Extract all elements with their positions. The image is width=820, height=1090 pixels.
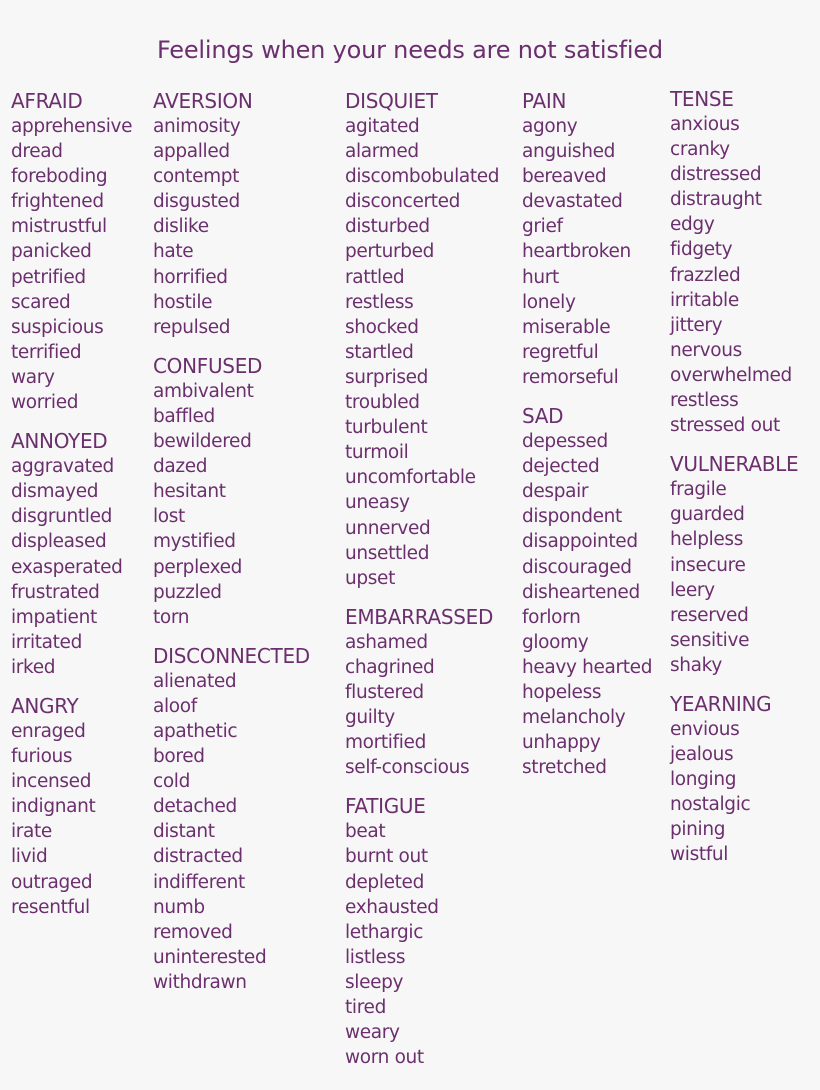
feeling-word: perturbed xyxy=(345,241,435,263)
feeling-word: tired xyxy=(345,997,386,1018)
feeling-word: frazzled xyxy=(670,264,741,286)
feeling-word: suspicious xyxy=(11,316,104,338)
feeling-word: wary xyxy=(11,366,55,388)
feeling-group xyxy=(153,353,310,630)
feeling-word: anxious xyxy=(670,114,740,135)
feeling-category-heading: ANGRY xyxy=(11,693,79,718)
feeling-word: frustrated xyxy=(11,581,100,603)
feeling-word: troubled xyxy=(345,392,420,414)
column-1 xyxy=(11,88,132,933)
feeling-group xyxy=(522,403,652,780)
feeling-word: restless xyxy=(670,390,739,412)
feeling-word: rattled xyxy=(345,266,405,288)
feeling-word: pining xyxy=(670,819,726,841)
feeling-word: irritated xyxy=(11,631,82,653)
feeling-word: furious xyxy=(11,746,73,768)
feeling-word: outraged xyxy=(11,871,93,893)
feeling-word: mystified xyxy=(153,531,236,553)
feeling-word: depleted xyxy=(345,871,424,893)
feeling-word: indignant xyxy=(11,796,96,818)
feeling-word: alarmed xyxy=(345,141,419,163)
page-title: Feelings when your needs are not satisfied xyxy=(157,36,663,64)
feeling-word: restless xyxy=(345,291,414,313)
feeling-word: exasperated xyxy=(11,556,123,578)
feeling-word: forlorn xyxy=(522,606,581,628)
feeling-word: aloof xyxy=(153,695,197,717)
feeling-word: chagrined xyxy=(345,656,435,678)
feeling-category-heading: DISQUIET xyxy=(345,89,438,113)
feeling-word: lethargic xyxy=(345,921,424,943)
feeling-group xyxy=(670,86,798,438)
feeling-word: miserable xyxy=(522,316,611,338)
feeling-word: uneasy xyxy=(345,492,410,514)
feeling-word: nostalgic xyxy=(670,794,751,816)
feeling-word: contempt xyxy=(153,166,240,188)
feeling-word: impatient xyxy=(11,606,97,628)
feeling-word: heartbroken xyxy=(522,241,631,263)
feeling-word: unsettled xyxy=(345,542,430,564)
feeling-word: sensitive xyxy=(670,629,750,651)
feeling-word: exhausted xyxy=(345,896,439,918)
feeling-word: shocked xyxy=(345,316,419,338)
feeling-word: distraught xyxy=(670,189,762,211)
feeling-word: bewildered xyxy=(153,431,252,453)
feeling-word: edgy xyxy=(670,214,715,236)
feeling-word: fragile xyxy=(670,479,727,501)
feeling-word: distressed xyxy=(670,164,762,186)
feeling-word: jealous xyxy=(670,744,734,766)
feeling-word: anguished xyxy=(522,141,616,163)
feeling-category-heading: YEARNING xyxy=(670,691,772,716)
feeling-word: enraged xyxy=(11,720,86,742)
column-5 xyxy=(670,86,798,881)
feeling-word: worn out xyxy=(345,1047,424,1069)
feeling-category-heading: SAD xyxy=(522,404,564,429)
feeling-word: detached xyxy=(153,796,237,818)
feeling-word: uninterested xyxy=(153,946,267,968)
feeling-category-heading: DISCONNECTED xyxy=(153,643,310,668)
feeling-word: lost xyxy=(153,506,185,528)
feeling-word: worried xyxy=(11,392,79,414)
feeling-word: regretful xyxy=(522,341,599,363)
feeling-word: grief xyxy=(522,216,563,238)
feeling-word: dejected xyxy=(522,456,600,478)
column-3 xyxy=(345,88,499,1083)
feeling-word: cold xyxy=(153,771,190,793)
feeling-word: irritable xyxy=(670,289,739,311)
feeling-word: unhappy xyxy=(522,732,601,754)
feeling-word: heavy hearted xyxy=(522,656,653,678)
feeling-word: guilty xyxy=(345,707,395,729)
feeling-word: gloomy xyxy=(522,631,589,653)
feeling-word: guarded xyxy=(670,504,745,526)
feeling-word: discouraged xyxy=(522,556,632,578)
feeling-word: nervous xyxy=(670,339,742,361)
feeling-word: devastated xyxy=(522,191,623,213)
feeling-word: disconcerted xyxy=(345,191,461,213)
feeling-word: puzzled xyxy=(153,581,222,603)
feeling-word: reserved xyxy=(670,604,749,626)
feeling-group xyxy=(345,604,499,781)
feeling-word: cranky xyxy=(670,139,730,161)
feeling-word: disturbed xyxy=(345,216,430,238)
feeling-group xyxy=(345,88,499,591)
feeling-word: helpless xyxy=(670,529,743,551)
feeling-word: depessed xyxy=(522,431,608,453)
feeling-word: stressed out xyxy=(670,415,780,437)
feeling-word: agitated xyxy=(345,116,420,137)
feeling-word: appalled xyxy=(153,141,230,163)
feeling-group xyxy=(670,451,798,678)
feeling-word: remorseful xyxy=(522,366,619,388)
feeling-word: foreboding xyxy=(11,166,108,188)
feeling-word: wistful xyxy=(670,844,729,866)
feeling-word: bored xyxy=(153,746,205,768)
feeling-category-heading: VULNERABLE xyxy=(670,452,799,477)
feeling-word: insecure xyxy=(670,554,746,576)
feeling-group xyxy=(11,693,132,920)
feeling-word: envious xyxy=(670,718,740,740)
feeling-word: shaky xyxy=(670,654,722,676)
feeling-group xyxy=(11,88,132,415)
feeling-word: disgusted xyxy=(153,191,240,213)
feeling-word: irate xyxy=(11,821,52,843)
feeling-word: lonely xyxy=(522,291,576,313)
feeling-word: burnt out xyxy=(345,846,428,868)
feeling-word: disappointed xyxy=(522,531,638,553)
feeling-word: leery xyxy=(670,579,715,601)
feeling-word: sleepy xyxy=(345,971,404,993)
feeling-word: jittery xyxy=(670,314,723,336)
feeling-word: disgruntled xyxy=(11,506,112,528)
feeling-word: alienated xyxy=(153,670,237,692)
feeling-word: self-conscious xyxy=(345,757,470,779)
feeling-word: distant xyxy=(153,821,215,843)
feeling-word: uncomfortable xyxy=(345,467,476,489)
feeling-word: incensed xyxy=(11,771,92,793)
feeling-group xyxy=(11,428,132,680)
feeling-word: indifferent xyxy=(153,871,245,893)
feeling-word: mistrustful xyxy=(11,216,107,238)
feeling-word: bereaved xyxy=(522,166,607,188)
feeling-word: disheartened xyxy=(522,581,640,603)
feeling-word: withdrawn xyxy=(153,971,247,993)
feeling-category-heading: EMBARRASSED xyxy=(345,604,494,629)
feeling-word: discombobulated xyxy=(345,166,500,188)
feeling-word: removed xyxy=(153,921,233,943)
feeling-word: dread xyxy=(11,141,63,163)
feeling-word: listless xyxy=(345,946,406,968)
feeling-word: surprised xyxy=(345,366,429,388)
feeling-word: repulsed xyxy=(153,316,231,338)
feeling-word: distracted xyxy=(153,846,243,868)
feeling-word: melancholy xyxy=(522,707,626,729)
feeling-word: frightened xyxy=(11,191,104,213)
feeling-word: upset xyxy=(345,567,395,589)
feeling-word: hopeless xyxy=(522,681,602,703)
feeling-word: turmoil xyxy=(345,442,409,464)
feeling-word: torn xyxy=(153,606,190,628)
feeling-group xyxy=(522,88,652,390)
feeling-word: beat xyxy=(345,821,386,843)
feeling-word: scared xyxy=(11,291,71,313)
feeling-word: mortified xyxy=(345,732,426,754)
feeling-word: hostile xyxy=(153,291,213,313)
feeling-group xyxy=(345,793,499,1070)
feeling-word: hurt xyxy=(522,266,559,288)
feeling-word: dismayed xyxy=(11,481,99,503)
feeling-category-heading: ANNOYED xyxy=(11,429,108,454)
feeling-word: fidgety xyxy=(670,239,733,261)
feeling-word: horrified xyxy=(153,266,228,288)
feeling-word: displeased xyxy=(11,531,107,553)
feeling-word: longing xyxy=(670,769,737,791)
feeling-word: apathetic xyxy=(153,720,238,742)
column-2 xyxy=(153,88,310,1008)
feeling-word: despair xyxy=(522,481,589,503)
feeling-word: numb xyxy=(153,896,205,918)
feeling-word: terrified xyxy=(11,341,82,363)
feeling-word: baffled xyxy=(153,405,215,427)
feeling-word: startled xyxy=(345,341,414,363)
feeling-word: dazed xyxy=(153,456,208,478)
feeling-word: hate xyxy=(153,241,194,263)
feeling-word: ashamed xyxy=(345,631,428,653)
feeling-word: dispondent xyxy=(522,506,622,528)
column-4 xyxy=(522,88,652,793)
feeling-category-heading: PAIN xyxy=(522,89,567,113)
feeling-category-heading: FATIGUE xyxy=(345,794,426,819)
feeling-word: panicked xyxy=(11,241,92,263)
feeling-group xyxy=(153,643,310,995)
feeling-word: livid xyxy=(11,846,48,868)
feeling-word: flustered xyxy=(345,681,424,703)
feeling-word: unnerved xyxy=(345,517,431,539)
feeling-word: petrified xyxy=(11,266,86,288)
feeling-word: irked xyxy=(11,656,56,678)
feeling-word: aggravated xyxy=(11,456,114,478)
feeling-category-heading: AVERSION xyxy=(153,89,253,113)
feeling-word: dislike xyxy=(153,216,209,238)
feeling-word: animosity xyxy=(153,116,241,137)
feeling-group xyxy=(153,88,310,340)
feeling-word: overwhelmed xyxy=(670,364,792,386)
feeling-word: resentful xyxy=(11,896,90,918)
feeling-category-heading: AFRAID xyxy=(11,89,83,113)
feeling-word: apprehensive xyxy=(11,116,133,137)
feeling-word: stretched xyxy=(522,757,607,779)
feeling-word: hesitant xyxy=(153,481,226,503)
feeling-word: weary xyxy=(345,1022,400,1044)
feeling-group xyxy=(670,691,798,868)
feeling-category-heading: TENSE xyxy=(670,87,734,111)
feeling-word: perplexed xyxy=(153,556,243,578)
feeling-word: turbulent xyxy=(345,417,428,439)
feeling-word: agony xyxy=(522,116,578,137)
feeling-word: ambivalent xyxy=(153,380,254,402)
feeling-category-heading: CONFUSED xyxy=(153,353,263,378)
